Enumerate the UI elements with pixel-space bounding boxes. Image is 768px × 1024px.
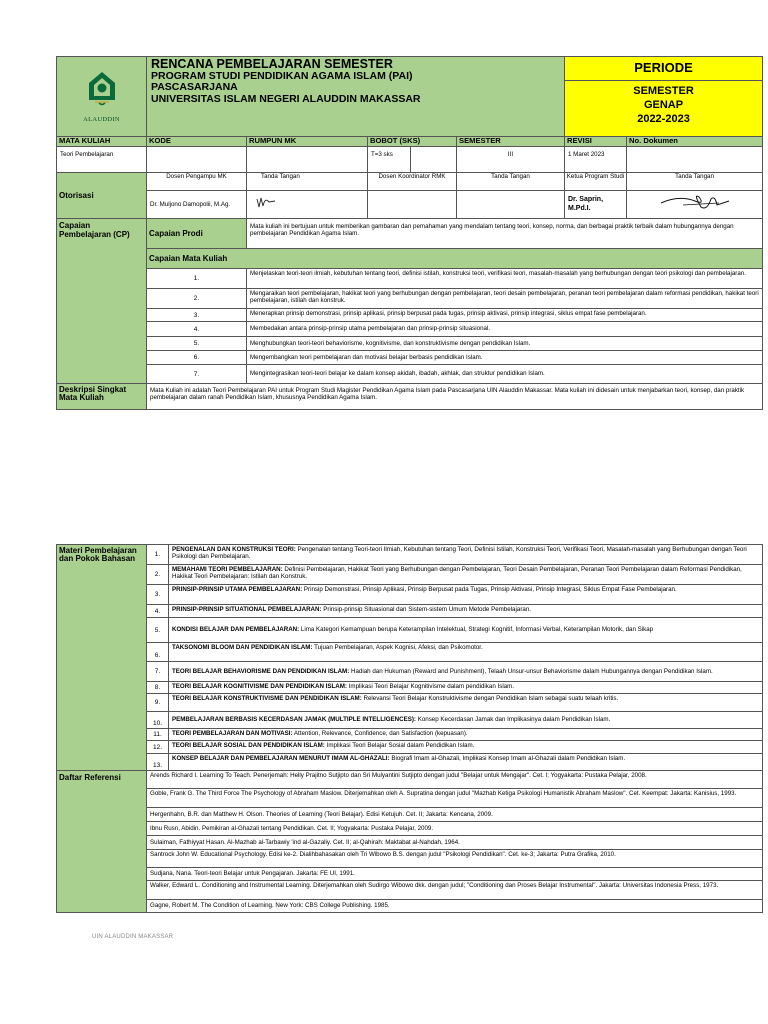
materi-item bbox=[57, 605, 763, 618]
cp-item bbox=[57, 289, 763, 309]
materi-item-desc: Hadiah dan Hukuman (Reward and Punishment), Telaah Unsur-unsur Behaviorisme dalam Hubungannya dengan Pendidikan Islam. bbox=[349, 667, 713, 675]
referensi-item bbox=[57, 808, 763, 822]
cp-item-number: 7. bbox=[147, 365, 247, 384]
materi-item-text bbox=[169, 694, 763, 712]
materi-item-head: PRINSIP-PRINSIP SITUATIONAL PEMBELAJARAN: bbox=[172, 606, 322, 613]
page-footer: UIN ALAUDDIN MAKASSAR bbox=[92, 934, 174, 940]
col-bobot: BOBOT (SKS) bbox=[368, 137, 457, 147]
university-logo bbox=[57, 57, 147, 137]
document-title: RENCANA PEMBELAJARAN SEMESTER bbox=[151, 57, 393, 71]
cp-item-text: Menerapkan prinsip demonstrasi, prinsip aplikasi, prinsip berpusat pada tugas, prinsip aktivasi, prinsip integrasi, siklus empat fase pembelajaran. bbox=[247, 309, 763, 322]
course-rumpun bbox=[247, 147, 368, 173]
materi-item bbox=[57, 712, 763, 729]
materi-item-number: 11. bbox=[147, 729, 169, 741]
referensi-text: Ibnu Rusn, Abidin. Pemikiran al-Ghazali tentang Pendidikan. Cet. II; Yogyakarta: Pustaka Pelajar, 2009. bbox=[147, 822, 763, 836]
referensi-text: Goble, Frank G. The Third Force The Psychology of Abraham Maslow. Diterjemahkan oleh A. Supratina dengan judul "Mazhab Ketiga Psikologi Humanistik Abraham Maslow". Cet. Keempat: Jakarta: Kanisius, 1993. bbox=[147, 789, 763, 808]
materi-item-head: KONSEP BELAJAR DAN PEMBELAJARAN MENURUT IMAM AL-GHAZALI: bbox=[172, 755, 390, 762]
materi-item-desc: Implikasi Teori Belajar Sosial dalam Pendidikan Islam. bbox=[324, 742, 475, 749]
materi-item bbox=[57, 741, 763, 754]
logo-text: ALAUDDIN bbox=[83, 116, 120, 123]
cp-item-number: 5. bbox=[147, 337, 247, 351]
cp-label: Capaian Pembelajaran (CP) bbox=[57, 219, 147, 384]
course-no-dokumen bbox=[627, 147, 763, 173]
koordinator-label: Dosen Koordinator RMK bbox=[368, 173, 457, 191]
materi-item-text bbox=[169, 643, 763, 662]
materi-item-text bbox=[169, 662, 763, 682]
materi-item-text bbox=[169, 712, 763, 729]
materi-item-head: PEMBELAJARAN BERBASIS KECERDASAN JAMAK (MULTIPLE INTELLIGENCES): bbox=[172, 716, 416, 724]
signature-icon bbox=[247, 193, 297, 211]
materi-item bbox=[57, 754, 763, 771]
materi-item-text bbox=[169, 729, 763, 741]
materi-item-desc: Prinsip-prinsip Situasional dan Sistem-sistem Umum Metode Pembelajaran. bbox=[321, 606, 531, 613]
course-name: Teori Pembelajaran bbox=[57, 147, 147, 173]
materi-item bbox=[57, 618, 763, 643]
col-semester: SEMESTER bbox=[457, 137, 565, 147]
materi-item-text bbox=[169, 618, 763, 643]
materi-item-head: TEORI BELAJAR SOSIAL DAN PENDIDIKAN ISLAM: bbox=[172, 742, 325, 749]
materi-item-number: 1. bbox=[147, 545, 169, 565]
dosen-signature bbox=[247, 191, 368, 219]
tanda-tangan-label-2: Tanda Tangan bbox=[457, 173, 565, 191]
materi-item bbox=[57, 694, 763, 712]
cp-item bbox=[57, 322, 763, 337]
cp-item bbox=[57, 337, 763, 351]
materi-item-number: 5. bbox=[147, 618, 169, 643]
semester-label: SEMESTER bbox=[633, 85, 694, 97]
col-mata-kuliah: MATA KULIAH bbox=[57, 137, 147, 147]
materi-item-text bbox=[169, 754, 763, 771]
referensi-label: Daftar Referensi bbox=[57, 771, 147, 913]
materi-item-desc: Biografi Imam al-Ghazali, Implikasi Konsep Imam al-Ghazali dalam Pendidikan Islam. bbox=[389, 755, 626, 762]
materi-item-head: TAKSONOMI BLOOM DAN PENDIDIKAN ISLAM: bbox=[172, 644, 313, 651]
periode-label: PERIODE bbox=[565, 57, 762, 81]
col-rumpun: RUMPUN MK bbox=[247, 137, 368, 147]
tanda-tangan-label-1: Tanda Tangan bbox=[247, 173, 368, 191]
cp-item-number: 1. bbox=[147, 269, 247, 289]
cp-item-number: 4. bbox=[147, 322, 247, 337]
materi-item-desc: Relevansi Teori Belajar Konstruktivisme dengan Pendidikan Islam sebagai suatu telaah kritis. bbox=[361, 695, 619, 702]
course-semester: III bbox=[457, 147, 565, 173]
program-name: PROGRAM STUDI PENDIDIKAN AGAMA ISLAM (PAI) bbox=[151, 70, 413, 82]
materi-item-number: 7. bbox=[147, 662, 169, 682]
materi-item-number: 13. bbox=[147, 754, 169, 771]
referensi-item bbox=[57, 822, 763, 836]
col-no-dokumen: No. Dokumen bbox=[627, 137, 763, 147]
cp-item bbox=[57, 351, 763, 365]
cp-item bbox=[57, 365, 763, 384]
capaian-prodi-text: Mata kuliah ini bertujuan untuk memberikan gambaran dan pemahaman yang mendalam tentang teori, konsep, norma, dan berbagai praktik terbaik dalam hubungannya dengan pembelajaran Pendidikan Agama Islam. bbox=[247, 219, 763, 249]
referensi-text: Walker, Edward L. Conditioning and Instrumental Learning. Diterjemahkan oleh Sudirgo Wibowo dkk. dengan judul; "Conditioning dan Proses Belajar Instrumental". Jakarta: Universitas Indonesia Press, 1973. bbox=[147, 881, 763, 900]
deskripsi-text: Mata Kuliah ini adalah Teori Pembelajaran PAI untuk Program Studi Magister Pendidikan Agama Islam pada Pascasarjana UIN Alauddin Makassar. Mata kuliah ini didesain untuk menjabarkan teori, konsep, dan praktik pembelajaran dalam ranah Pendidikan Islam, khususnya Pendidikan Agama Islam. bbox=[147, 384, 763, 410]
materi-item-number: 12. bbox=[147, 741, 169, 754]
course-revisi: 1 Maret 2023 bbox=[565, 147, 627, 173]
capaian-mk-label: Capaian Mata Kuliah bbox=[147, 249, 763, 269]
materi-item-number: 3. bbox=[147, 585, 169, 605]
materi-item-head: KONDISI BELAJAR DAN PEMBELAJARAN: bbox=[172, 626, 300, 634]
cp-item-text: Mengembangkan teori pembelajaran dan motivasi belajar berbasis pendidikan Islam. bbox=[247, 351, 763, 365]
course-bobot-p bbox=[411, 147, 457, 173]
cp-item-text: Mengaraikan teori pembelajaran, hakikat teori yang berhubungan dengan pembelajaran, teori desain pembelajaran, peranan teori pembelajaran dalam reformasi pendidikan, hakikat teori pembelajaran, istilah dan konstruk. bbox=[247, 289, 763, 309]
academic-year: 2022-2023 bbox=[637, 113, 690, 125]
materi-item-text bbox=[169, 565, 763, 585]
semester-type: GENAP bbox=[643, 99, 684, 111]
semester-info bbox=[565, 81, 762, 136]
materi-item-head: TEORI BELAJAR KOGNITIVISME DAN PENDIDIKAN ISLAM: bbox=[172, 683, 347, 690]
rps-header-table bbox=[56, 56, 763, 410]
periode-block bbox=[565, 57, 763, 137]
materi-item-desc: Attention, Relevance, Confidence, dan Satisfaction (kepuasan). bbox=[292, 730, 468, 737]
referensi-text: Hergenhahn, B.R. dan Matthew H. Olson. Theories of Learning (Teori Belajar). Edisi Ketujuh. Cet. II; Jakarta: Kencana, 2009. bbox=[147, 808, 763, 822]
alauddin-logo-icon bbox=[81, 70, 123, 110]
referensi-item bbox=[57, 850, 763, 868]
materi-item-desc: Definisi Pembelajaran, Hakikat Teori yang Berhubungan dengan Pembelajaran, Teori Desain Pembelajaran, Peranan Teori Pembelajaran dalam Reformasi Pendidikan, Hakikat Teori Pembelajaran: Istilah dan Konstruk. bbox=[172, 566, 742, 581]
koordinator-name bbox=[368, 191, 457, 219]
cp-item bbox=[57, 269, 763, 289]
university-name: UNIVERSITAS ISLAM NEGERI ALAUDDIN MAKASSAR bbox=[151, 92, 421, 105]
ketua-prodi-name: Dr. Saprin, M.Pd.I. bbox=[565, 191, 627, 219]
referensi-item bbox=[57, 900, 763, 913]
materi-item-number: 10. bbox=[147, 712, 169, 729]
referensi-item bbox=[57, 868, 763, 881]
referensi-item bbox=[57, 881, 763, 900]
materi-item bbox=[57, 565, 763, 585]
dosen-pengampu-name: Dr. Muljono Damopolii, M.Ag. bbox=[147, 191, 247, 219]
cp-item-number: 6. bbox=[147, 351, 247, 365]
ketua-signature bbox=[627, 191, 763, 219]
materi-item-head: MEMAHAMI TEORI PEMBELAJARAN: bbox=[172, 566, 283, 573]
course-bobot: T=3 sks bbox=[368, 147, 411, 173]
cp-item-number: 3. bbox=[147, 309, 247, 322]
materi-item-desc: Tujuan Pembelajaran, Aspek Kognisi, Afeksi, dan Psikomotor. bbox=[312, 644, 483, 651]
materi-item-number: 8. bbox=[147, 682, 169, 694]
tanda-tangan-label-3: Tanda Tangan bbox=[627, 173, 763, 191]
col-kode: KODE bbox=[147, 137, 247, 147]
referensi-item bbox=[57, 771, 763, 789]
signature-icon bbox=[655, 191, 735, 213]
materi-item-number: 2. bbox=[147, 565, 169, 585]
materi-item-text bbox=[169, 741, 763, 754]
materi-item-number: 4. bbox=[147, 605, 169, 618]
materi-item-desc: Lima Kategori Kemampuan berupa Keterampilan Intelektual, Strategi Kognitif, Informasi Verbal, Keterampilan Motorik, dan Sikap bbox=[299, 626, 654, 634]
referensi-text: Gagne, Robert M. The Condition of Learning. New York: CBS College Publishing. 1985. bbox=[147, 900, 763, 913]
koordinator-signature bbox=[457, 191, 565, 219]
materi-item bbox=[57, 585, 763, 605]
referensi-item bbox=[57, 836, 763, 850]
deskripsi-label: Deskripsi Singkat Mata Kuliah bbox=[57, 384, 147, 410]
referensi-item bbox=[57, 789, 763, 808]
materi-label: Materi Pembelajaran dan Pokok Bahasan bbox=[57, 545, 147, 771]
materi-item bbox=[57, 643, 763, 662]
course-kode bbox=[147, 147, 247, 173]
capaian-prodi-label: Capaian Prodi bbox=[147, 219, 247, 249]
materi-item-desc: Pengenalan tentang Teori-teori Ilmiah, Kebutuhan tentang Teori, Definisi Istilah, Konstruksi Teori, Verifikasi Teori, Masalah-masalah yang Berhubungan dengan Teori Psikologi dan Pembelajaran. bbox=[172, 546, 747, 561]
cp-item-text: Menghubungkan teori-teori behaviorisme, kognitivisme, dan konstruktivisme dengan pendidikan Islam. bbox=[247, 337, 763, 351]
title-block bbox=[147, 57, 565, 137]
cp-item-text: Mengintegrasikan teori-teori belajar ke dalam konsep akidah, ibadah, akhlak, dan struktur pendidikan Islam. bbox=[247, 365, 763, 384]
cp-item-text: Membedakan antara prinsip-prinsip utama pembelajaran dan prinsip-prinsip situasional. bbox=[247, 322, 763, 337]
cp-item-text: Menjelaskan teori-teori ilmiah, kebutuhan tentang teori, definisi istilah, konstruksi teori, verifikasi teori, masalah-masalah yang berhubungan dengan teori psikologi dan pembelajaran. bbox=[247, 269, 763, 289]
program-level: PASCASARJANA bbox=[151, 81, 238, 94]
materi-item-text bbox=[169, 585, 763, 605]
materi-item-text bbox=[169, 545, 763, 565]
cp-item bbox=[57, 309, 763, 322]
ketua-prodi-label: Ketua Program Studi bbox=[565, 173, 627, 191]
referensi-text: Arends Richard I. Learning To Teach. Penerjemah: Helly Prajitno Sutjipto dan Sri Mulyantini Sutjipto dengan judul "Belajar untuk Mengajar". Cet. I; Yogyakarta: Pustaka Pelajar, 2008. bbox=[147, 771, 763, 789]
col-revisi: REVISI bbox=[565, 137, 627, 147]
materi-item bbox=[57, 662, 763, 682]
materi-item-number: 9. bbox=[147, 694, 169, 712]
materi-referensi-table bbox=[56, 544, 763, 913]
materi-item-text bbox=[169, 682, 763, 694]
materi-item-number: 6. bbox=[147, 643, 169, 662]
materi-item-head: TEORI BELAJAR KONSTRUKTIVISME DAN PENDIDIKAN ISLAM: bbox=[172, 695, 362, 702]
dosen-pengampu-label: Dosen Pengampu MK bbox=[147, 173, 247, 191]
materi-item bbox=[57, 729, 763, 741]
otorisasi-label: Otorisasi bbox=[57, 173, 147, 219]
referensi-text: Sulaiman, Fathiyyat Hasan. Al-Mazhab al-Tarbawiy 'ind al-Gazaliy. Cet. II; al-Qahirah: Maktabat al-Nahdah, 1964. bbox=[147, 836, 763, 850]
materi-item-head: PRINSIP-PRINSIP UTAMA PEMBELAJARAN: bbox=[172, 586, 303, 593]
referensi-text: Sudjana, Nana. Teori-teori Belajar untuk Pengajaran. Jakarta: FE UI, 1991. bbox=[147, 868, 763, 881]
materi-item-head: PENGENALAN DAN KONSTRUKSI TEORI: bbox=[172, 546, 296, 553]
materi-item-desc: Konsep Kecerdasan Jamak dan Implikasinya dalam Pendidikan Islam. bbox=[415, 716, 611, 724]
materi-item-head: TEORI PEMBELAJARAN DAN MOTIVASI: bbox=[172, 730, 293, 737]
materi-item-desc: Prinsip Demonstrasi, Prinsip Aplikasi, Prinsip Berpusat pada Tugas, Prinsip Aktivasi, Prinsip Integrasi, Siklus Empat Fase Pembelajaran. bbox=[302, 586, 677, 593]
materi-item bbox=[57, 682, 763, 694]
materi-item-head: TEORI BELAJAR BEHAVIORISME DAN PENDIDIKAN ISLAM: bbox=[172, 667, 350, 675]
cp-item-number: 2. bbox=[147, 289, 247, 309]
referensi-text: Santrock John W. Educational Psychology. Edisi ke-2. Dialihbahasakan oleh Tri Wibowo B.S. dengan judul "Psikologi Pendidikan". Cet. ke-3; Jakarta: Putra Grafika, 2010. bbox=[147, 850, 763, 868]
materi-item-desc: Implikasi Teori Belajar Kognitivisme dalam pendidikan Islam. bbox=[346, 683, 515, 690]
materi-item bbox=[57, 545, 763, 565]
materi-item-text bbox=[169, 605, 763, 618]
